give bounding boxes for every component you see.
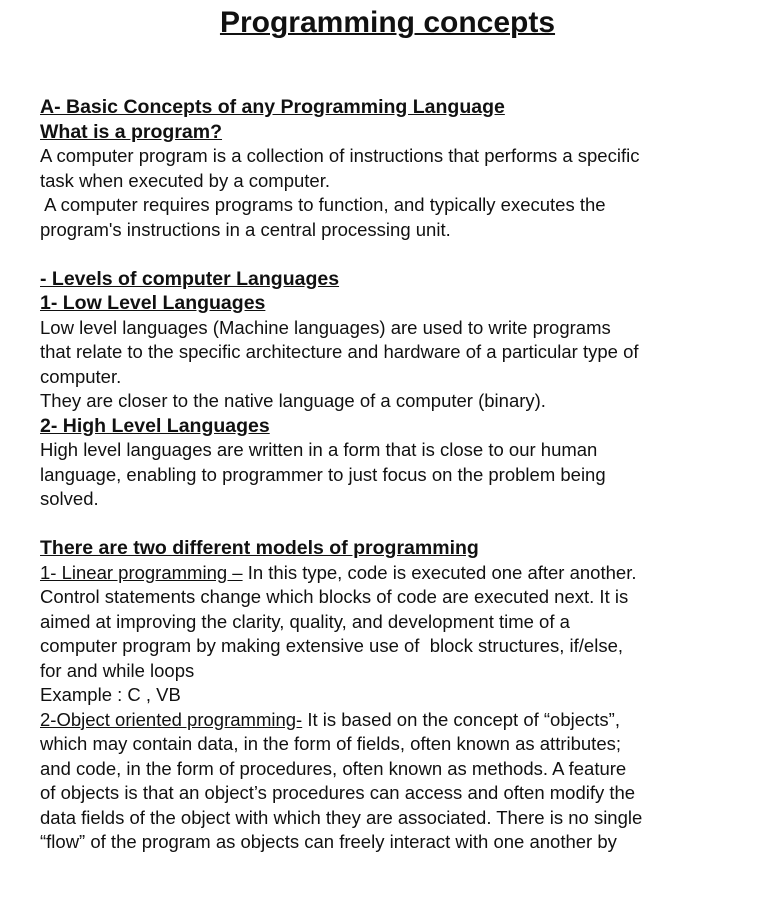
- paragraph-line: solved.: [40, 488, 99, 509]
- paragraph-line: data fields of the object with which they are associated. There is no single: [40, 806, 643, 828]
- section-heading: A- Basic Concepts of any Programming Language: [40, 96, 505, 118]
- paragraph-line: language, enabling to programmer to just focus on the problem being: [40, 463, 606, 485]
- paragraph-line: Control statements change which blocks of code are executed next. It is: [40, 586, 629, 607]
- paragraph-line: that relate to the specific architecture and hardware of a particular type of: [40, 341, 639, 362]
- inline-text: In this type, code is executed one after another.: [242, 561, 637, 583]
- paragraph-line: program's instructions in a central processing unit.: [40, 218, 451, 240]
- paragraph-line: High level languages are written in a form that is close to our human: [40, 439, 598, 460]
- paragraph-line: for and while loops: [40, 659, 195, 681]
- paragraph-line: task when executed by a computer.: [40, 169, 331, 191]
- paragraph-line: aimed at improving the clarity, quality, and development time of a: [40, 610, 570, 632]
- section-heading: - Levels of computer Languages: [40, 267, 340, 290]
- subheading: What is a program?: [40, 120, 223, 143]
- inline-label: 2-Object oriented programming-: [40, 708, 303, 730]
- inline-text: It is based on the concept of “objects”,: [302, 708, 620, 730]
- paragraph-line: Example : C , VB: [40, 684, 181, 705]
- document-body: [40, 95, 760, 855]
- paragraph-line: of objects is that an object’s procedures can access and often modify the: [40, 782, 636, 803]
- paragraph-line: A computer requires programs to function, and typically executes the: [40, 194, 606, 215]
- paragraph-line: [40, 708, 760, 733]
- paragraph-line: “flow” of the program as objects can freely interact with one another by: [40, 831, 617, 852]
- paragraph-line: A computer program is a collection of instructions that performs a specific: [40, 145, 640, 166]
- section-heading: There are two different models of programming: [40, 537, 479, 559]
- paragraph-line: which may contain data, in the form of fields, often known as attributes;: [40, 733, 621, 754]
- paragraph-line: and code, in the form of procedures, often known as methods. A feature: [40, 757, 627, 779]
- page-title: Programming concepts: [219, 6, 556, 39]
- paragraph-line: They are closer to the native language of a computer (binary).: [40, 390, 546, 411]
- paragraph-line: Low level languages (Machine languages) are used to write programs: [40, 316, 611, 338]
- subheading: 1- Low Level Languages: [40, 292, 266, 314]
- paragraph-line: computer.: [40, 365, 122, 387]
- paragraph-line: computer program by making extensive use of block structures, if/else,: [40, 635, 624, 656]
- subheading: 2- High Level Languages: [40, 414, 270, 437]
- paragraph-line: [40, 561, 760, 586]
- inline-label: 1- Linear programming –: [40, 561, 243, 583]
